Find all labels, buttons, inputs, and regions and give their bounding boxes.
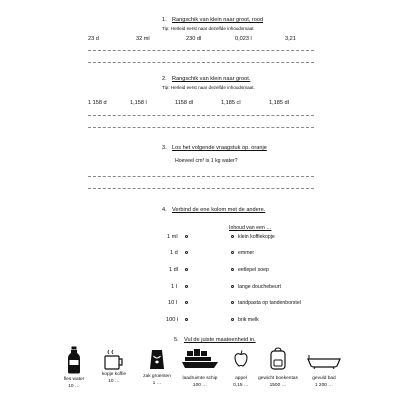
left-dot[interactable] [185, 251, 188, 254]
answer-line[interactable] [88, 62, 314, 63]
q2-value-3: 1158 dl [175, 100, 193, 106]
item-value: 10 … [68, 384, 80, 389]
q2-number: 2. [162, 76, 167, 82]
right-dot[interactable] [231, 301, 234, 304]
answer-line[interactable] [88, 50, 314, 51]
q3-question: Hoeveel cm³ is 1 kg water? [175, 158, 238, 164]
left-item: 1 d [170, 250, 178, 256]
q1-value-2: 32 ml [136, 36, 150, 42]
item-value: 10 … [108, 379, 120, 384]
apple-icon [234, 350, 248, 367]
item-value: 1 200 … [314, 383, 334, 388]
right-item: brik melk [238, 317, 259, 323]
q1-tip: Tip: Herleid eerst naar dezelfde inhoudsmaat [162, 26, 254, 31]
right-item: tandpasta op tandenborstel [238, 300, 301, 306]
left-item: 10 l [168, 300, 178, 306]
right-dot[interactable] [231, 285, 234, 288]
answer-line[interactable] [88, 127, 314, 128]
item-label: zak groenten [143, 374, 171, 379]
answer-line[interactable] [88, 188, 314, 189]
q2-title: Rangschik van klein naar groot. [172, 76, 251, 82]
item-value: 100 … [192, 383, 208, 388]
left-dot[interactable] [185, 268, 188, 271]
bag-icon [149, 348, 165, 370]
left-dot[interactable] [185, 235, 188, 238]
q2-value-1: 1 158 d [88, 100, 107, 106]
q4-title: Verbind de ene kolom met de andere. [172, 207, 266, 213]
item-value: 1500 … [269, 383, 287, 388]
q3-number: 3. [162, 145, 167, 151]
ship-icon [181, 348, 219, 370]
right-dot[interactable] [231, 251, 234, 254]
item-label: laadruimte schip [182, 376, 218, 381]
q3-title: Los het volgende vraagstuk op. oranje [172, 145, 267, 151]
left-dot[interactable] [185, 301, 188, 304]
q2-tip: Tip: Herleid eerst naar dezelfde inhoudsmaat. [162, 85, 255, 90]
item-value: 1 … [152, 381, 162, 386]
q1-title: Rangschik van klein naar groot, rood [172, 17, 264, 23]
item-label: kopje koffie [101, 372, 127, 377]
q1-number: 1. [162, 17, 167, 23]
q4-number: 4. [162, 207, 167, 213]
left-item: 100 l [166, 317, 179, 323]
left-item: 1 l [171, 284, 177, 290]
q2-value-2: 1,158 l [130, 100, 147, 106]
left-item: 1 dl [169, 267, 179, 273]
item-label: appel [235, 376, 247, 381]
bathtub-icon [307, 353, 341, 369]
item-label: gewicht boekentas [258, 376, 298, 381]
right-dot[interactable] [231, 268, 234, 271]
q5-number: 5. [174, 337, 179, 343]
q1-value-3: 230 dl [186, 36, 202, 42]
item-label: gevuld bad [312, 376, 336, 381]
q2-value-4: 1,185 cl [221, 100, 241, 106]
q1-value-5: 3,21 [285, 36, 296, 42]
right-dot[interactable] [231, 318, 234, 321]
q1-value-4: 0,023 l [235, 36, 252, 42]
q1-value-1: 23 d [88, 36, 99, 42]
left-dot[interactable] [185, 285, 188, 288]
left-item: 1 ml [167, 234, 178, 240]
right-dot[interactable] [231, 235, 234, 238]
coffee-cup-icon [104, 349, 124, 371]
left-dot[interactable] [185, 318, 188, 321]
right-item: klein koffiekopje [238, 234, 275, 240]
item-value: 0,15 … [233, 383, 249, 388]
backpack-icon [269, 347, 287, 370]
answer-line[interactable] [88, 115, 314, 116]
right-item: lange douchebeurt [238, 284, 281, 290]
q4-header: Inhoud van een … [229, 225, 272, 231]
right-item: emmer [238, 250, 255, 256]
item-label: fles water [63, 377, 85, 382]
q2-value-5: 1,185 dl [269, 100, 289, 106]
right-item: eetlepel soep [238, 267, 269, 273]
answer-line[interactable] [88, 176, 314, 177]
q5-title: Vul de juiste maateenheid in. [184, 337, 256, 343]
bottle-icon [66, 346, 82, 374]
